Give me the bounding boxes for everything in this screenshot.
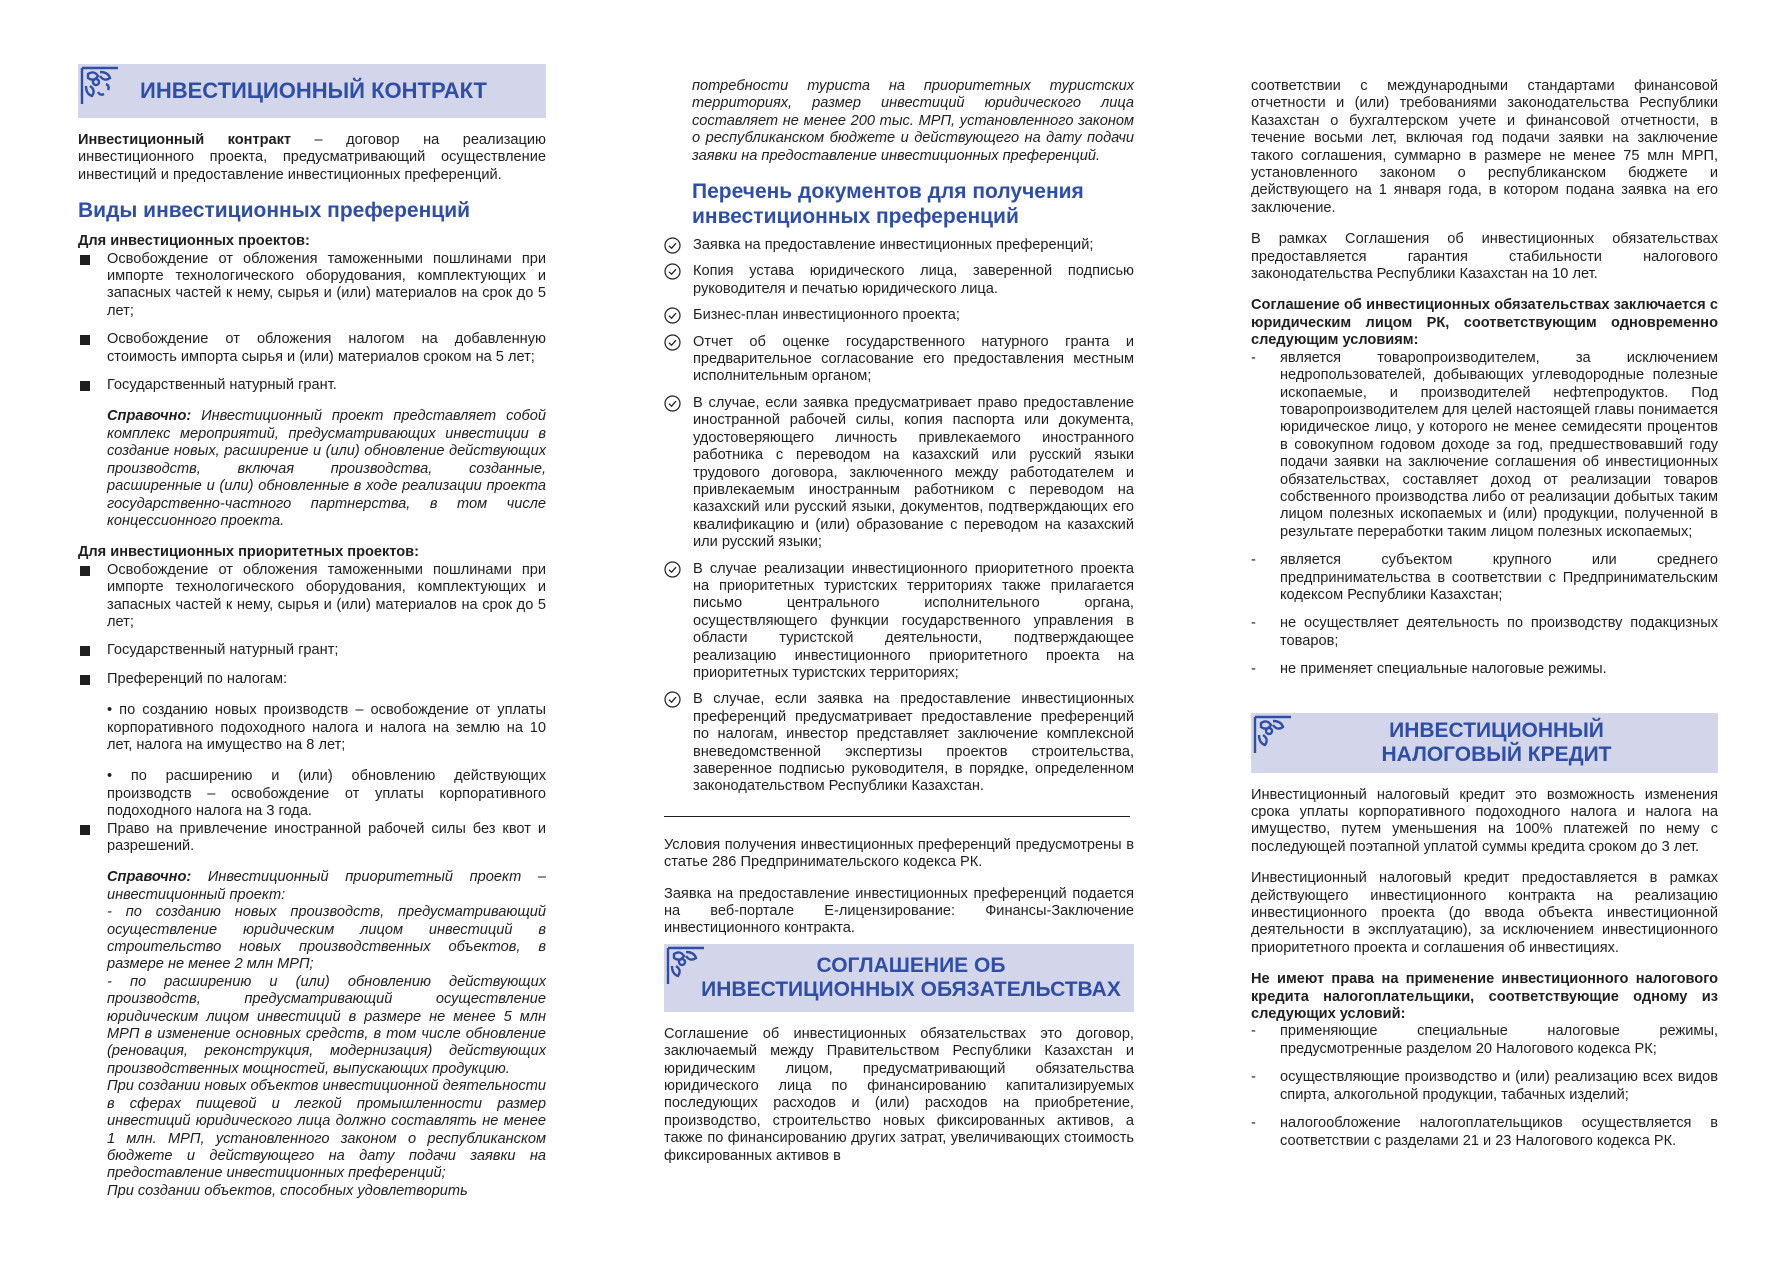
banner-title-line1: ИНВЕСТИЦИОННЫЙ xyxy=(1389,718,1604,742)
continued-note: потребности туриста на приоритетных туристских территориях, размер инвестиций юридического лица составляет не менее 200 тыс. МРП, установленного законом о республиканском бюджете и действующего на дату подачи заявки на предоставление инвестиционных преференций. xyxy=(692,78,1134,164)
list-item: - является субъектом крупного или среднего предпринимательства в соответствии с Предпринимательским кодексом Республики Казахстан; xyxy=(1251,552,1718,604)
projects-list xyxy=(78,251,546,395)
list-item: В случае, если заявка на предоставление инвестиционных преференций предусматривает предоставление преференций по налогам, инвестор представляет заключение комплексной вневедомственной экспертизы проектов строительства, заверенное подписью руководителя, в порядке, определенном законодательством Республики Казахстан. xyxy=(664,691,1134,795)
column-left xyxy=(78,64,546,1200)
check-circle-icon xyxy=(664,395,681,412)
check-circle-icon xyxy=(664,263,681,280)
tax-bullet-new: • по созданию новых производств – освобождение от уплаты корпоративного подоходного налога и налога на землю на 10 лет, налога на имущество на 8 лет; xyxy=(107,702,546,753)
banner-tax-credit xyxy=(1251,713,1718,773)
priority-list xyxy=(78,562,546,688)
intro-rest: – договор на реализацию инвестиционного проекта, предусматривающий осуществление инвестиций и предоставление инвестиционных преференций. xyxy=(78,132,546,183)
note-line: - по созданию новых производств, предусматривающий осуществление юридическим лицом инвестиций в строительство новых производственных объектов, в размере не менее 2 млн МРП; xyxy=(107,904,546,973)
banner-title-line2: НАЛОГОВЫЙ КРЕДИТ xyxy=(1381,742,1612,766)
intro-paragraph xyxy=(78,132,546,184)
stability-paragraph: В рамках Соглашения об инвестиционных обязательствах предоставляется гарантия стабильности налогового законодательства Республики Казахстан на 10 лет. xyxy=(1251,231,1718,283)
intro-term: Инвестиционный контракт xyxy=(78,132,292,148)
portal-paragraph: Заявка на предоставление инвестиционных преференций подается на веб-портале Е-лицензирование: Финансы-Заключение инвестиционного контракта. xyxy=(664,885,1134,937)
labor-list xyxy=(78,821,546,856)
note-label: Справочно: xyxy=(107,408,192,425)
list-item: Освобождение от обложения таможенными пошлинами при импорте технологического оборудования, комплектующих и запасных частей к нему, сырья и (или) материалов на срок до 5 лет; xyxy=(78,251,546,321)
list-item: В случае реализации инвестиционного приоритетного проекта на приоритетных туристских территориях также прилагается письмо центрального исполнительного органа, осуществляющего функции государственного управления в области туристской деятельности, подтверждающее реализацию инвестиционного приоритетного проекта на приоритетных туристских территориях; xyxy=(664,561,1134,683)
conditions-list xyxy=(1251,350,1718,679)
conditions-heading: Соглашение об инвестиционных обязательствах заключается с юридическим лицом РК, соответствующим одновременно следующим условиям: xyxy=(1251,297,1718,349)
conditions-paragraph: Условия получения инвестиционных преференций предусмотрены в статье 286 Предпринимательского кодекса РК. xyxy=(664,836,1134,871)
check-circle-icon xyxy=(664,237,681,254)
banner-title-line2: ИНВЕСТИЦИОННЫХ ОБЯЗАТЕЛЬСТВАХ xyxy=(701,977,1121,1001)
list-item: Право на привлечение иностранной рабочей силы без квот и разрешений. xyxy=(78,821,546,856)
list-item: В случае, если заявка предусматривает право предоставление иностранной рабочей силы, копия паспорта или документа, удостоверяющего личность привлекаемого иностранного работника с переводом на казахский или русский языки трудового договора, заключенного между работодателем и привлекаемым иностранным работником с переводом на казахский или русский языки, документов, подтверждающих его квалификацию и (или) образование с переводом на казахский или русский языки; xyxy=(664,395,1134,552)
banner-title-line1: СОГЛАШЕНИЕ ОБ xyxy=(816,953,1006,977)
note-label: Справочно: xyxy=(107,869,192,886)
note-priority-project xyxy=(78,869,546,1200)
tax-bullet-expand: • по расширению и (или) обновлению действующих производств – освобождение от уплаты корпоративного подоходного налога на 3 года. xyxy=(107,768,546,820)
documents-list xyxy=(664,237,1134,796)
note-line: При создании новых объектов инвестиционной деятельности в сферах пищевой и легкой промышленности размер инвестиций юридического лица должно составлять не менее 1 млн. МРП, установленного законом о республиканском бюджете и действующего на дату подачи заявки на предоставление инвестиционных преференций; xyxy=(107,1078,546,1182)
list-item: Бизнес-план инвестиционного проекта; xyxy=(664,307,1134,324)
restrictions-heading: Не имеют права на применение инвестиционного налогового кредита налогоплательщики, соответствующие одному из следующих условий: xyxy=(1251,971,1718,1023)
credit-paragraph-2: Инвестиционный налоговый кредит предоставляется в рамках действующего инвестиционного контракта на реализацию инвестиционного проекта (до ввода объекта инвестиционной деятельности в эксплуатацию), за исключением инвестиционного приоритетного проекта и соглашения об инвестициях. xyxy=(1251,870,1718,956)
note-line: Инвестиционный приоритетный проект – инвестиционный проект: xyxy=(107,869,546,903)
ornament-icon xyxy=(664,944,710,990)
note-line: - по расширению и (или) обновлению действующих производств, предусматривающий осуществление юридическим лицом инвестиций в размере не менее 5 млн МРП в изменение основных средств, в том числе обновление (реновация, реконструкция, модернизация) действующих производственных мощностей, выпускающих продукцию. xyxy=(107,973,546,1077)
divider xyxy=(664,816,1130,817)
list-item: Освобождение от обложения таможенными пошлинами при импорте технологического оборудования, комплектующих и запасных частей к нему, сырья и (или) материалов на срок до 5 лет; xyxy=(78,562,546,632)
banner-agreement xyxy=(664,944,1134,1012)
restrictions-list xyxy=(1251,1023,1718,1149)
check-circle-icon xyxy=(664,561,681,578)
note-investment-project xyxy=(78,408,546,530)
column-right xyxy=(1251,78,1718,1150)
list-item: Заявка на предоставление инвестиционных преференций; xyxy=(664,237,1134,254)
banner-investment-contract xyxy=(78,64,546,118)
list-item: Копия устава юридического лица, заверенной подписью руководителя и печатью юридического лица. xyxy=(664,263,1134,298)
list-item: - не осуществляет деятельность по производству подакцизных товаров; xyxy=(1251,615,1718,650)
banner-title: ИНВЕСТИЦИОННЫЙ КОНТРАКТ xyxy=(140,78,487,103)
list-item: Государственный натурный грант; xyxy=(78,642,546,659)
ornament-icon xyxy=(1251,713,1297,759)
list-item: - налогообложение налогоплательщиков осуществляется в соответствии с разделами 21 и 23 Налогового кодекса РК. xyxy=(1251,1115,1718,1150)
note-line: При создании объектов, способных удовлетворить xyxy=(107,1182,468,1199)
subheading-priority-projects: Для инвестиционных приоритетных проектов: xyxy=(78,544,420,561)
list-item: Освобождение от обложения налогом на добавленную стоимость импорта сырья и (или) материалов сроком на 5 лет; xyxy=(78,331,546,366)
list-item: Государственный натурный грант. xyxy=(78,377,546,394)
list-item: - применяющие специальные налоговые режимы, предусмотренные разделом 20 Налогового кодекса РК; xyxy=(1251,1023,1718,1058)
list-item: Отчет об оценке государственного натурного гранта и предварительное согласование его предоставления местным исполнительным органом; xyxy=(664,334,1134,386)
list-item: Преференций по налогам: xyxy=(78,671,546,688)
continued-paragraph: соответствии с международными стандартами финансовой отчетности и (или) требованиями законодательства Республики Казахстан о бухгалтерском учете и финансовой отчетности, в течение восьми лет, включая год подачи заявки на заключение такого соглашения, суммарно в размере не менее 75 млн МРП, установленного законом о республиканском бюджете и действующего на 1 января года, в котором подана заявка на его заключение. xyxy=(1251,78,1718,216)
list-item: - осуществляющие производство и (или) реализацию всех видов спирта, алкогольной продукции, табачных изделий; xyxy=(1251,1069,1718,1104)
check-circle-icon xyxy=(664,334,681,351)
heading-preference-types: Виды инвестиционных преференций xyxy=(78,199,471,223)
subheading-projects: Для инвестиционных проектов: xyxy=(78,233,310,250)
agreement-paragraph: Соглашение об инвестиционных обязательствах это договор, заключаемый между Правительством Республики Казахстан и юридическим лицом, предусматривающий обязательства юридического лица по финансированию капитализируемых последующих расходов и (или) расходов на приобретение, производство, строительство новых фиксированных активов, а также по финансированию других затрат, увеличивающих стоимость фиксированных активов в xyxy=(664,1025,1134,1164)
check-circle-icon xyxy=(664,691,681,708)
column-middle xyxy=(664,78,1134,1165)
ornament-icon xyxy=(78,64,124,110)
credit-paragraph-1: Инвестиционный налоговый кредит это возможность изменения срока уплаты корпоративного подоходного налога и налога на имущество, путем уменьшения на 100% платежей по нему с последующей поэтапной уплатой суммы кредита сроком до 3 лет. xyxy=(1251,786,1718,855)
heading-documents: Перечень документов для получения инвестиционных преференций xyxy=(692,180,1084,229)
list-item: - не применяет специальные налоговые режимы. xyxy=(1251,661,1718,678)
check-circle-icon xyxy=(664,307,681,324)
list-item: - является товаропроизводителем, за исключением недропользователей, добывающих углеводородные полезные ископаемые, и производителей нефтепродуктов. Под товаропроизводителем для целей настоящей главы понимается юридическое лицо, у которого не менее семидесяти процентов в совокупном годовом доходе за год, предшествовавший году подачи заявки на заключение соглашения об инвестиционных обязательствах, составляет доход от реализации товаров собственного производства либо от реализации добытых таким лицом полезных ископаемых и (или) продукции, полученной в результате переработки таким лицом полезных ископаемых; xyxy=(1251,350,1718,541)
note-text: Инвестиционный проект представляет собой комплекс мероприятий, предусматривающих инвестиции в создание новых, расширение и (или) обновление действующих производств, включая производства, созданные, расширенные и (или) обновленные в ходе реализации проекта государственно-частного партнерства, в том числе концессионного проекта. xyxy=(107,408,546,529)
